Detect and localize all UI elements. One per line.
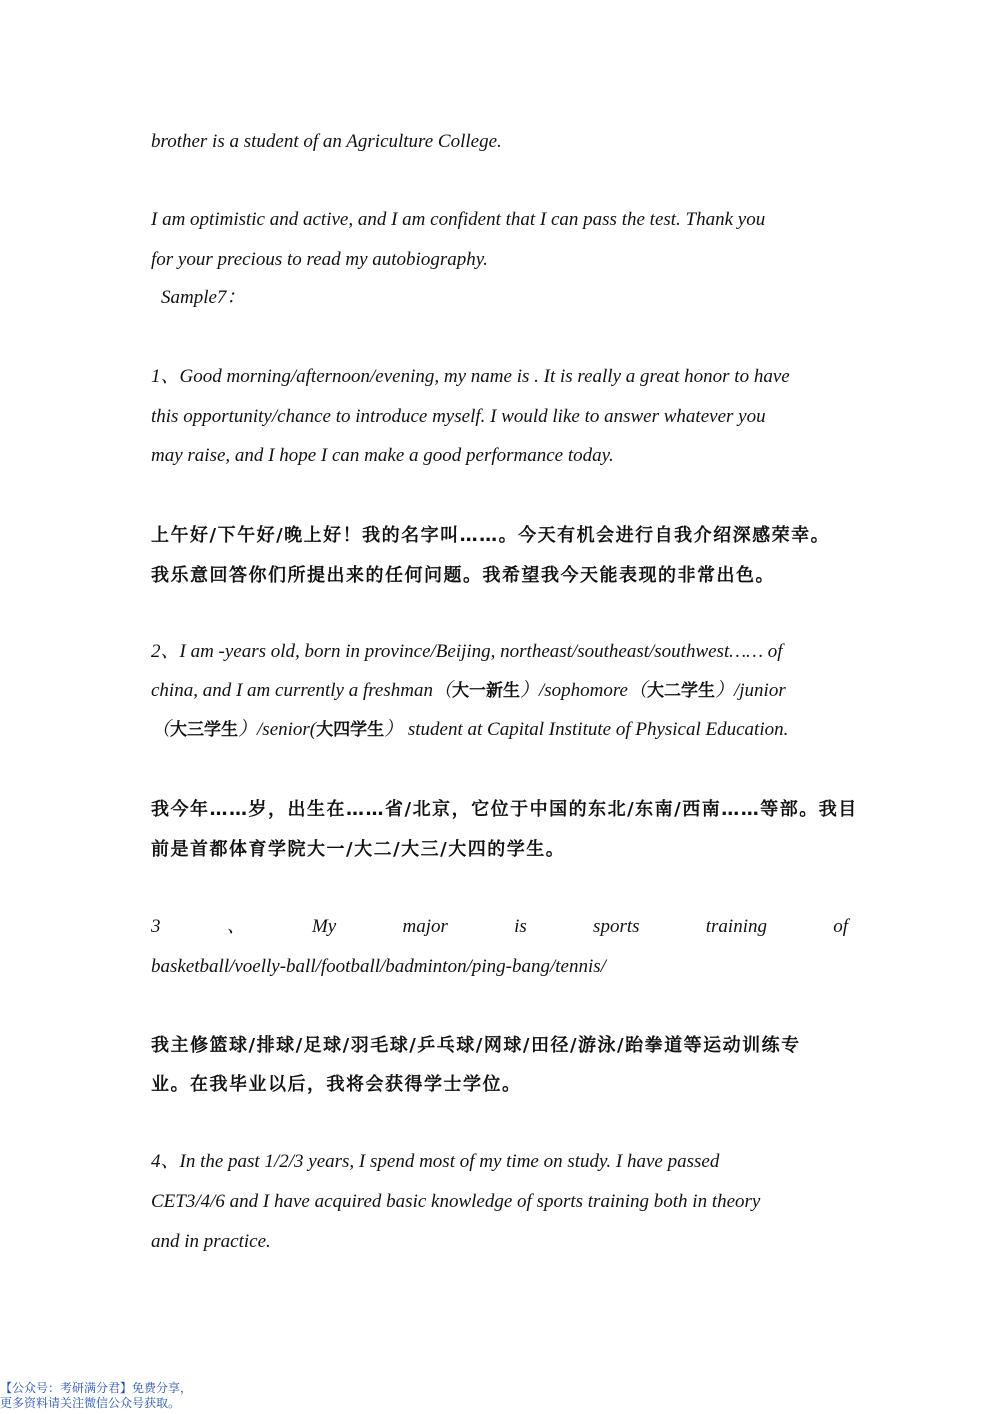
item3-line2: basketball/voelly-ball/football/badminton/ping-bang/tennis/ [151, 956, 606, 977]
item2-line3: （大三学生）/senior(大四学生） student at Capital Institute of Physical Education. [151, 719, 789, 740]
sample-heading: Sample7： [161, 287, 246, 308]
item1-line2: this opportunity/chance to introduce myself. I would like to answer whatever you [151, 406, 766, 427]
item3-line1: 3 、 My major is sports training of [151, 916, 848, 937]
item2-chinese-2: 前是首都体育学院大一/大二/大三/大四的学生。 [151, 839, 566, 860]
item3-chinese-2: 业。在我毕业以后，我将会获得学士学位。 [151, 1074, 522, 1095]
item4-line3: and in practice. [151, 1231, 271, 1252]
item1-line1: 1、Good morning/afternoon/evening, my name is . It is really a great honor to have [151, 366, 790, 387]
item2-line1: 2、I am -years old, born in province/Beijing, northeast/southeast/southwest…… of [151, 641, 783, 662]
text-line: for your precious to read my autobiography. [151, 249, 488, 270]
item3-chinese-1: 我主修篮球/排球/足球/羽毛球/乒乓球/网球/田径/游泳/跆拳道等运动训练专 [151, 1035, 801, 1056]
footer-note-1: 【公众号：考研满分君】免费分享， [0, 1381, 193, 1395]
item1-chinese-2: 我乐意回答你们所提出来的任何问题。我希望我今天能表现的非常出色。 [151, 565, 775, 586]
item4-line2: CET3/4/6 and I have acquired basic knowledge of sports training both in theory [151, 1191, 761, 1212]
item2-line2: china, and I am currently a freshman（大一新生）/sophomore（大二学生）/junior [151, 680, 786, 701]
item1-line3: may raise, and I hope I can make a good performance today. [151, 445, 614, 466]
footer-note-2: 更多资料请关注微信公众号获取。 [0, 1396, 181, 1410]
text-line: I am optimistic and active, and I am confident that I can pass the test. Thank you [151, 209, 766, 230]
item1-chinese-1: 上午好/下午好/晚上好！我的名字叫……。今天有机会进行自我介绍深感荣幸。 [151, 525, 831, 546]
item2-chinese-1: 我今年……岁，出生在……省/北京，它位于中国的东北/东南/西南……等部。我目 [151, 799, 858, 820]
text-line: brother is a student of an Agriculture College. [151, 131, 502, 152]
item4-line1: 4、In the past 1/2/3 years, I spend most of my time on study. I have passed [151, 1151, 720, 1172]
